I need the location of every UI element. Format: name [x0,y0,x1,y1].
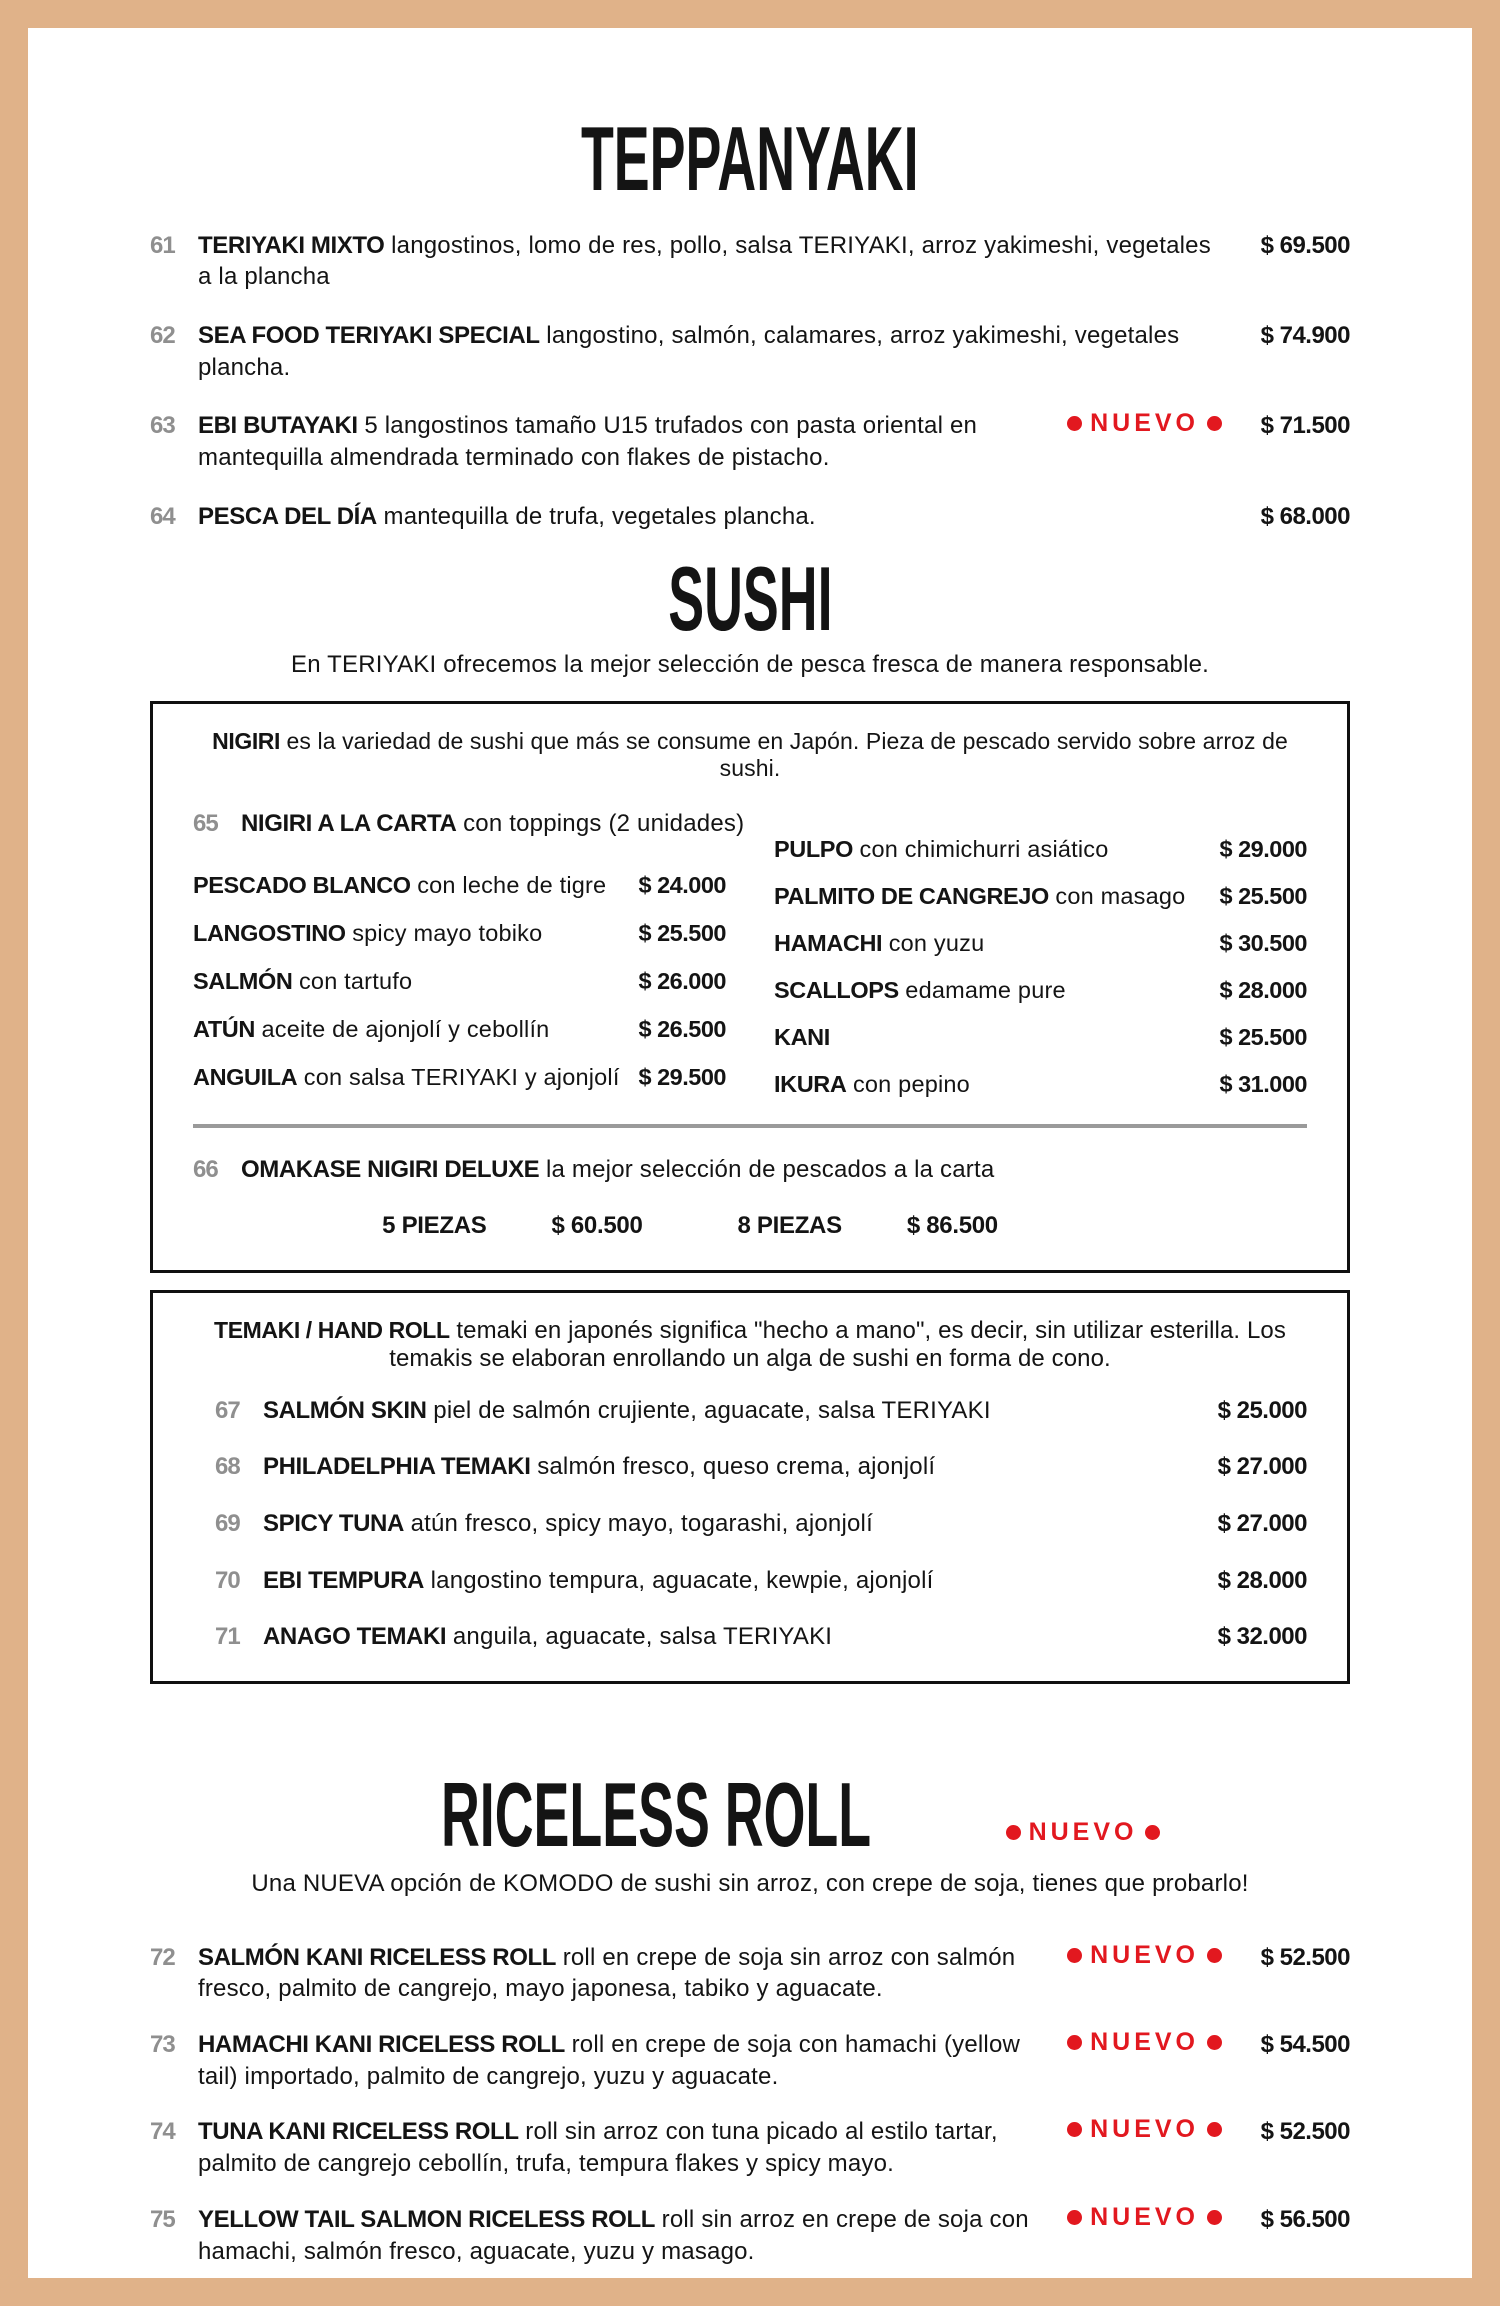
item-text [198,2204,1057,2267]
item-text [263,1451,1199,1483]
item-name: SEA FOOD TERIYAKI SPECIAL [198,322,540,350]
item-price: $ 25.500 [638,919,726,946]
teppanyaki-title-text: TEPPANYAKI [581,108,919,210]
item-price: $ 31.000 [1219,1070,1307,1097]
item-number: 64 [150,502,175,530]
item-number: 69 [215,1509,240,1537]
menu-item-70 [193,1565,1307,1597]
item-desc: langostino tempura, aguacate, kewpie, ajonjolí [430,1566,934,1594]
item-text [198,320,1242,383]
item-number: 71 [215,1623,240,1651]
menu-item-75 [150,2204,1350,2267]
temaki-intro-keyword: TEMAKI / HAND ROLL [214,1316,450,1343]
section-title-riceless [150,1764,1350,1866]
item-number: 67 [215,1396,240,1424]
nuevo-badge [1067,411,1222,436]
item-name: PALMITO DE CANGREJO [774,882,1049,909]
menu-item-68 [193,1451,1307,1483]
dot-icon [1207,416,1222,431]
size-price: $ 86.500 [906,1211,998,1239]
menu-page [28,28,1472,2278]
nuevo-badge [1067,2117,1222,2142]
item-text [198,501,1242,533]
item-text [774,930,984,957]
item-price: $ 26.000 [638,967,726,994]
item-desc: con toppings (2 unidades) [463,810,745,838]
item-price: $ 25.000 [1217,1396,1307,1424]
nigiri-column-right [774,836,1307,1118]
item-desc: con leche de tigre [417,871,607,898]
item-text [263,1621,1199,1653]
item-text [193,968,412,995]
nuevo-label: NUEVO [1090,1940,1199,1969]
menu-item-61 [150,230,1350,293]
item-name: ATÚN [193,1015,255,1042]
dot-icon [1207,2035,1222,2050]
item-price: $ 28.000 [1219,976,1307,1003]
nuevo-label: NUEVO [1028,1818,1138,1847]
item-price: $ 25.500 [1219,882,1307,909]
item-text [198,230,1242,293]
nuevo-label: NUEVO [1090,2115,1199,2144]
item-number: 65 [193,810,218,838]
item-number: 74 [150,2118,175,2146]
omakase-sizes [133,1212,1247,1240]
item-number: 70 [215,1566,240,1594]
item-price: $ 32.000 [1217,1623,1307,1651]
dot-icon [1067,2122,1082,2137]
item-text [241,1154,1307,1186]
item-desc: piel de salmón crujiente, aguacate, salsa TERIYAKI [433,1396,991,1424]
item-text [193,1016,549,1043]
sushi-subtitle: En TERIYAKI ofrecemos la mejor selección de pesca fresca de manera responsable. [290,651,1210,679]
item-name: HAMACHI KANI RICELESS ROLL [198,2031,565,2059]
item-price: $ 71.500 [1260,412,1350,440]
item-price: $ 25.500 [1219,1023,1307,1050]
item-price: $ 29.000 [1219,835,1307,862]
item-text [774,977,1066,1004]
nigiri-intro-text: es la variedad de sushi que más se consume en Japón. Pieza de pescado servido sobre arroz de sushi. [280,728,1288,782]
dot-icon [1067,416,1082,431]
item-number: 75 [150,2205,175,2233]
item-price: $ 69.500 [1260,231,1350,259]
nuevo-label: NUEVO [1090,409,1199,438]
temaki-intro-text: temaki en japonés significa "hecho a mano", es decir, sin utilizar esterilla. Los temakis se elaboran enrollando un alga de sushi en forma de cono. [389,1316,1286,1372]
item-text [198,2029,1057,2092]
item-name: SALMÓN KANI RICELESS ROLL [198,1943,557,1971]
nuevo-label: NUEVO [1090,2028,1199,2057]
menu-item-62 [150,320,1350,383]
temaki-box [150,1290,1350,1684]
menu-item-74 [150,2116,1350,2179]
dot-icon [1067,1948,1082,1963]
nigiri-item [193,1064,726,1091]
riceless-title-text: RICELESS ROLL [440,1764,871,1866]
dot-icon [1145,1825,1160,1840]
nuevo-badge [1067,1940,1222,1969]
item-name: TUNA KANI RICELESS ROLL [198,2118,519,2146]
item-desc: roll en crepe de soja sin arroz con salmón fresco, palmito de cangrejo, mayo japonesa, tabiko y aguacate. [198,1943,1016,2003]
item-desc: salmón fresco, queso crema, ajonjolí [537,1453,936,1481]
menu-item-67 [193,1395,1307,1427]
item-price: $ 27.000 [1217,1453,1307,1481]
item-desc: mantequilla de trufa, vegetales plancha. [383,502,816,530]
item-text [263,1565,1199,1597]
dot-icon [1207,2122,1222,2137]
item-number: 68 [215,1453,240,1481]
item-name: SCALLOPS [774,976,899,1003]
item-number: 72 [150,1943,175,1971]
item-price: $ 52.500 [1260,1943,1350,1971]
riceless-title [320,1764,992,1866]
menu-item-66 [193,1154,1307,1186]
item-price: $ 68.000 [1260,502,1350,530]
item-text [198,2116,1057,2179]
item-desc: con masago [1055,882,1186,909]
item-text [198,410,1057,473]
item-text [193,872,606,899]
nigiri-item [774,977,1307,1004]
item-text [263,1395,1199,1427]
section-title-sushi [150,547,1350,650]
item-text [774,836,1109,863]
item-number: 61 [150,231,175,259]
item-desc: anguila, aguacate, salsa TERIYAKI [452,1623,833,1651]
item-desc: langostinos, lomo de res, pollo, salsa TERIYAKI, arroz yakimeshi, vegetales a la plancha [198,231,1211,291]
nigiri-box [150,701,1350,1272]
nigiri-item [774,836,1307,863]
size-option-5-piezas [382,1212,642,1240]
item-name: SPICY TUNA [263,1509,404,1537]
nigiri-item [774,1071,1307,1098]
section-title-teppanyaki [150,108,1350,210]
item-desc: aceite de ajonjolí y cebollín [261,1015,550,1042]
item-name: EBI TEMPURA [263,1566,424,1594]
nigiri-intro-keyword: NIGIRI [212,728,281,755]
item-text [198,1942,1057,2005]
item-text [193,1064,620,1091]
item-price: $ 29.500 [638,1063,726,1090]
item-price: $ 30.500 [1219,929,1307,956]
riceless-subtitle: Una NUEVA opción de KOMODO de sushi sin arroz, con crepe de soja, tienes que probarlo! [251,1869,1249,1897]
item-number: 73 [150,2031,175,2059]
item-desc: atún fresco, spicy mayo, togarashi, ajonjolí [410,1509,873,1537]
item-desc: con tartufo [298,967,413,994]
item-name: LANGOSTINO [193,919,346,946]
dot-icon [1067,2210,1082,2225]
nigiri-item [193,1016,726,1043]
menu-item-73 [150,2029,1350,2092]
size-label: 8 PIEZAS [737,1211,842,1239]
item-desc: roll en crepe de soja con hamachi (yellow tail) importado, palmito de cangrejo, yuzu y aguacate. [198,2031,1021,2090]
item-price: $ 52.500 [1260,2118,1350,2146]
item-name: NIGIRI A LA CARTA [241,810,457,838]
item-name: YELLOW TAIL SALMON RICELESS ROLL [198,2205,655,2233]
sushi-title-text: SUSHI [667,547,833,650]
nigiri-intro [193,728,1307,782]
menu-item-71 [193,1621,1307,1653]
item-desc: 5 langostinos tamaño U15 trufados con pasta oriental en mantequilla almendrada terminado con flakes de pistacho. [198,412,978,472]
item-text [774,1071,970,1098]
nigiri-columns [193,835,1307,1118]
menu-item-69 [193,1508,1307,1540]
item-name: SALMÓN [193,967,293,994]
item-desc: con chimichurri asiático [859,835,1109,862]
nigiri-divider [193,1124,1307,1128]
item-price: $ 24.000 [638,871,726,898]
temaki-intro [193,1317,1307,1373]
nigiri-column-left [193,848,726,1118]
nuevo-badge [1067,2202,1222,2231]
item-price: $ 74.900 [1260,322,1350,350]
item-desc: la mejor selección de pescados a la carta [545,1155,995,1183]
item-name: HAMACHI [774,929,883,956]
size-label: 5 PIEZAS [382,1211,487,1239]
dot-icon [1207,2210,1222,2225]
nigiri-item [193,968,726,995]
nuevo-badge [1067,2030,1222,2055]
item-desc: con yuzu [888,929,985,956]
item-text [774,883,1185,910]
item-desc: langostino, salmón, calamares, arroz yakimeshi, vegetales plancha. [198,322,1180,381]
item-desc: con salsa TERIYAKI y ajonjolí [303,1063,620,1090]
menu-item-63 [150,410,1350,473]
item-price: $ 56.500 [1260,2205,1350,2233]
item-desc: edamame pure [905,976,1066,1003]
item-number: 63 [150,412,175,440]
item-name: TERIYAKI MIXTO [198,231,385,259]
size-price: $ 60.500 [551,1211,643,1239]
menu-item-64 [150,501,1350,533]
nigiri-item [193,920,726,947]
nuevo-badge [1006,1820,1161,1845]
nuevo-label: NUEVO [1090,2202,1199,2231]
item-name: ANGUILA [193,1063,298,1090]
item-name: SALMÓN SKIN [263,1396,427,1424]
item-name: OMAKASE NIGIRI DELUXE [241,1155,540,1183]
item-price: $ 28.000 [1217,1566,1307,1594]
item-name: PHILADELPHIA TEMAKI [263,1453,531,1481]
item-price: $ 26.500 [638,1015,726,1042]
item-name: KANI [774,1023,830,1050]
riceless-item-list [150,1942,1350,2267]
item-name: PULPO [774,835,853,862]
item-text [263,1508,1199,1540]
teppanyaki-item-list [150,230,1350,533]
item-desc: roll sin arroz con tuna picado al estilo tartar, palmito de cangrejo cebollín, trufa, tempura flakes y spicy mayo. [198,2118,998,2178]
item-desc: roll sin arroz en crepe de soja con hamachi, salmón fresco, aguacate, yuzu y masago. [198,2205,1029,2265]
size-option-8-piezas [738,1212,998,1240]
item-text [193,920,542,947]
item-desc: con pepino [852,1070,970,1097]
item-name: IKURA [774,1070,847,1097]
dot-icon [1207,1948,1222,1963]
nigiri-item [774,930,1307,957]
nigiri-item [193,872,726,899]
dot-icon [1006,1825,1021,1840]
item-name: ANAGO TEMAKI [263,1623,447,1651]
item-text [774,1024,830,1051]
item-name: EBI BUTAYAKI [198,412,358,440]
menu-item-72 [150,1942,1350,2005]
item-name: PESCA DEL DÍA [198,502,377,530]
item-desc: spicy mayo tobiko [352,919,543,946]
item-price: $ 27.000 [1217,1509,1307,1537]
nigiri-item [774,1024,1307,1051]
item-name: PESCADO BLANCO [193,871,411,898]
dot-icon [1067,2035,1082,2050]
item-price: $ 54.500 [1260,2031,1350,2059]
item-number: 66 [193,1155,218,1183]
nigiri-item [774,883,1307,910]
item-number: 62 [150,322,175,350]
